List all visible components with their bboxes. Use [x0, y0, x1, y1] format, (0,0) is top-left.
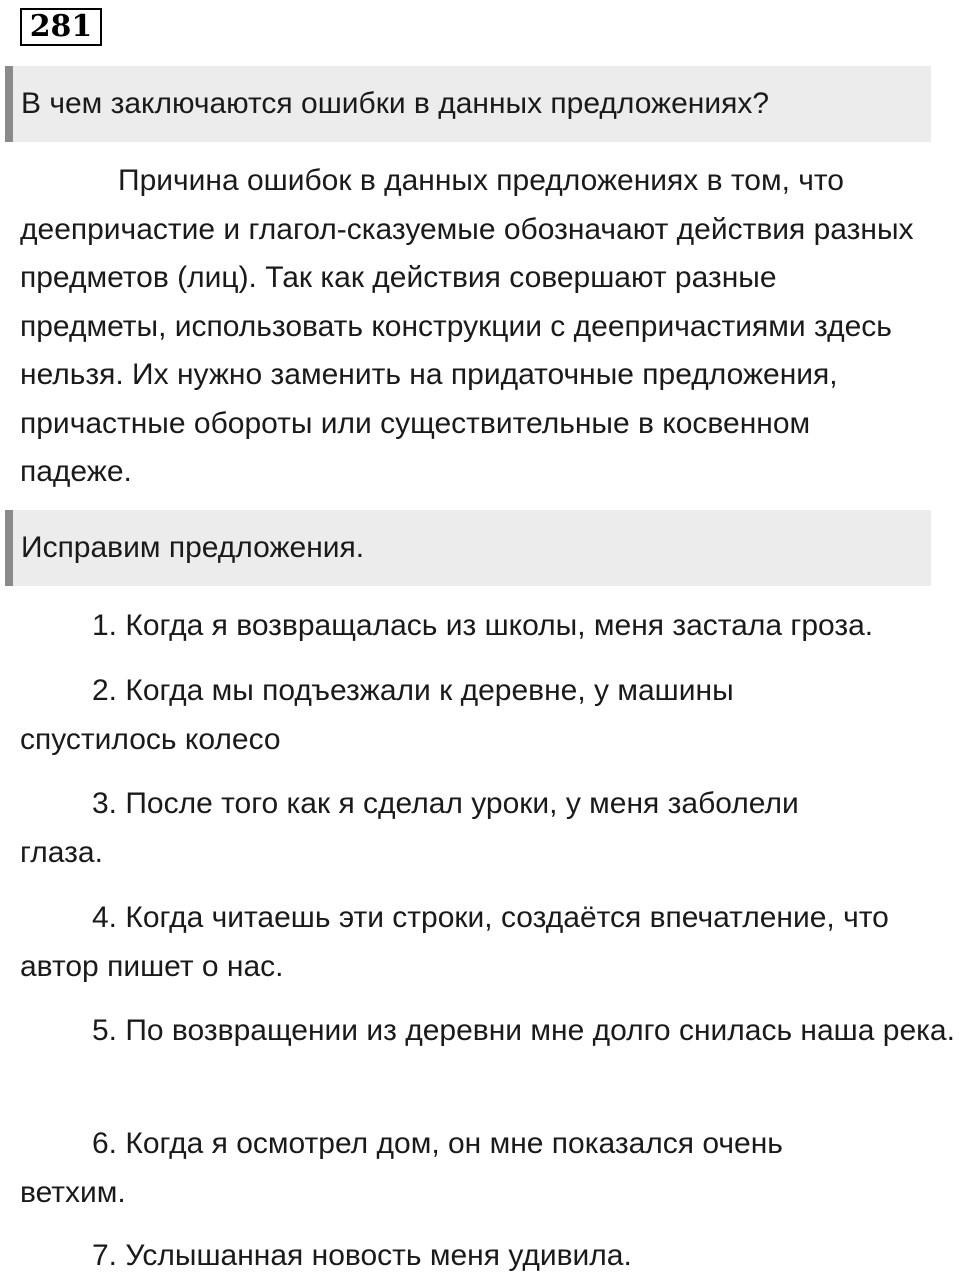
explanation-paragraph: Причина ошибок в данных предложениях в том, что деепричастие и глагол-сказуемые обозначают действия разных предметов (лиц). Так как действия совершают разные предметы, использовать конструкции с деепричастиями здесь нельзя. Их нужно заменить на придаточные предложения, причастные обороты или существительные в косвенном падеже.: [20, 164, 914, 488]
correction-item-6: 6. Когда я осмотрел дом, он мне показался очень ветхим.: [20, 1127, 783, 1209]
correction-item-2: 2. Когда мы подъезжали к деревне, у машины спустилось колесо: [20, 674, 734, 756]
correction-item-3: 3. После того как я сделал уроки, у меня заболели глаза.: [20, 787, 799, 869]
correction-item-1: 1. Когда я возвращалась из школы, меня застала гроза.: [92, 609, 874, 642]
question-callout: В чем заключаются ошибки в данных предложениях?: [5, 66, 931, 142]
correction-item-7: 7. Услышанная новость меня удивила.: [92, 1239, 632, 1272]
correction-item-5: 5. По возвращении из деревни мне долго снилась наша река.: [92, 1014, 955, 1047]
exercise-number-box: 281: [20, 8, 102, 46]
task-callout: Исправим предложения.: [5, 510, 931, 586]
correction-item-4: 4. Когда читаешь эти строки, создаётся впечатление, что автор пишет о нас.: [20, 901, 889, 983]
